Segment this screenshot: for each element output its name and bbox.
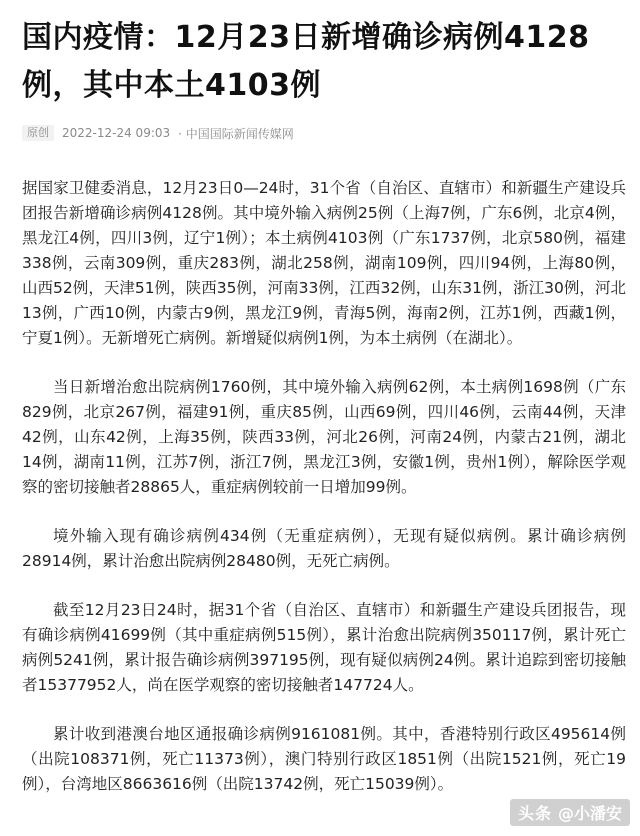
article-meta [22,124,626,142]
article-body [22,176,626,797]
original-badge: 原创 [22,125,54,141]
paragraph-recoveries: 当日新增治愈出院病例1760例，其中境外输入病例62例，本土病例1698例（广东829例，北京267例，福建91例，重庆85例，山西69例，四川46例，云南44例，天津42例，山东42例，上海35例，陕西33例，河北26例，河南24例，内蒙古21例，湖北14例，湖南11例，江苏7例，浙江7例，黑龙江3例，安徽1例，贵州1例），解除医学观察的密切接触者28865人，重症病例较前一日增加99例。 [22,378,626,496]
article-title: 国内疫情：12月23日新增确诊病例4128例，其中本土4103例 [22,20,590,103]
publish-date: 2022-12-24 09:03 [62,126,171,140]
paragraph-cumulative: 截至12月23日24时，据31个省（自治区、直辖市）和新疆生产建设兵团报告，现有确诊病例41699例（其中重症病例515例），累计治愈出院病例350117例，累计死亡病例5241例，累计报告确诊病例397195例，现有疑似病例24例。累计追踪到密切接触者15377952人，尚在医学观察的密切接触者147724人。 [22,601,626,694]
watermark-handle: @小潘安 [557,804,622,823]
paragraph-imported: 境外输入现有确诊病例434例（无重症病例），无现有疑似病例。累计确诊病例28914例，累计治愈出院病例28480例，无死亡病例。 [22,527,626,570]
toutiao-watermark [510,799,630,826]
paragraph-hk-macao-taiwan: 累计收到港澳台地区通报确诊病例9161081例。其中，香港特别行政区495614例（出院108371例，死亡11373例），澳门特别行政区1851例（出院1521例，死亡19例），台湾地区8663616例（出院13742例，死亡15039例）。 [22,725,626,793]
source-link[interactable]: · 中国国际新闻传媒网 [178,126,294,141]
watermark-brand: 头条 [517,804,552,823]
paragraph-new-cases: 据国家卫健委消息，12月23日0—24时，31个省（自治区、直辖市）和新疆生产建设兵团报告新增确诊病例4128例。其中境外输入病例25例（上海7例，广东6例，北京4例，黑龙江4例，四川3例，辽宁1例）；本土病例4103例（广东1737例，北京580例，福建338例，云南309例，重庆283例，湖北258例，湖南109例，四川94例，上海80例，山西52例，天津51例，陕西35例，河南33例，江西32例，山东31例，浙江30例，河北13例，广西10例，内蒙古9例，黑龙江9例，青海5例，海南2例，江苏1例，西藏1例，宁夏1例）。无新增死亡病例。新增疑似病例1例，为本土病例（在湖北）。 [22,179,626,347]
